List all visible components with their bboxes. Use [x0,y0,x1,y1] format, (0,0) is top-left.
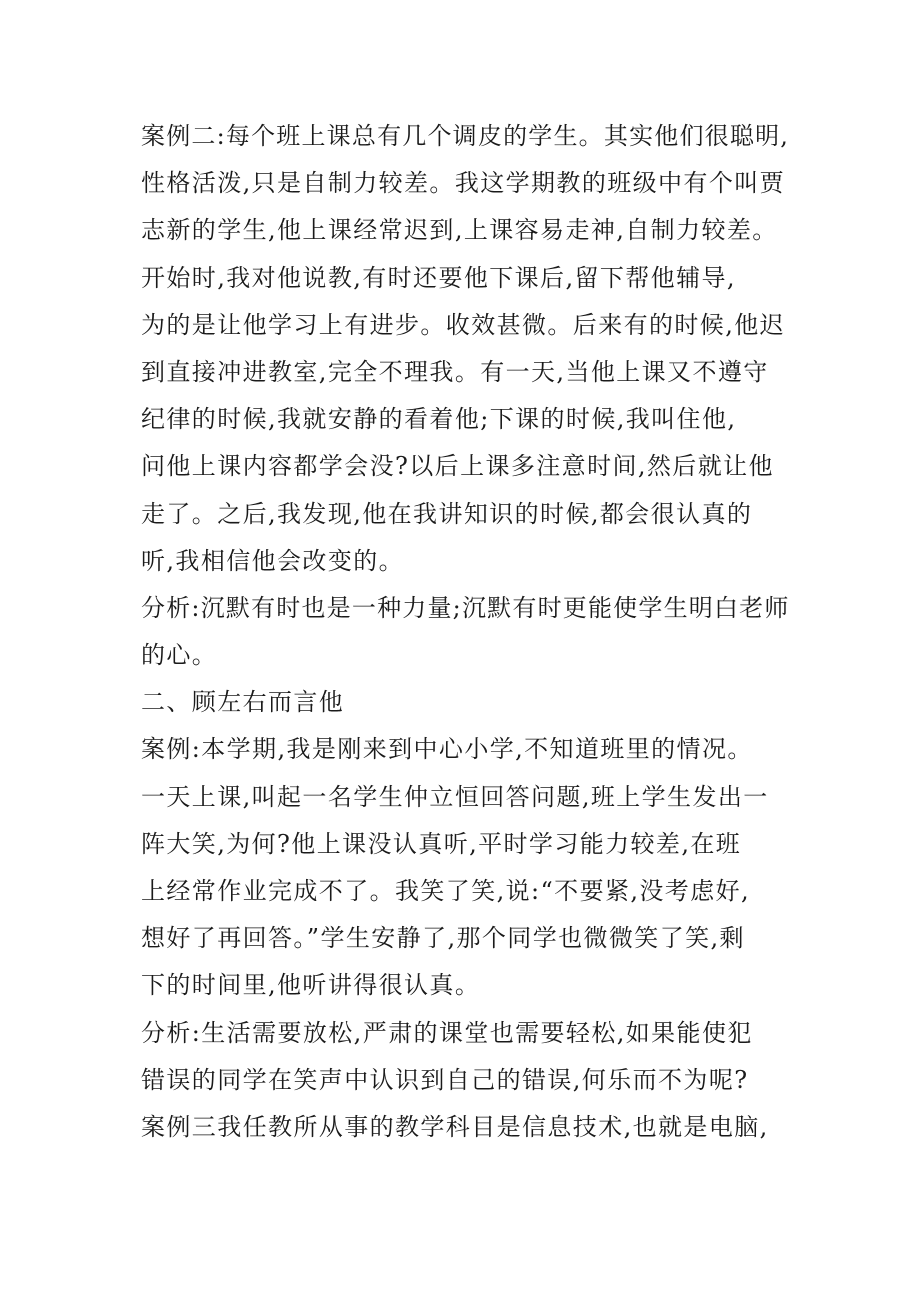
case-two-line-10: 听,我相信他会改变的。 [141,546,405,575]
case-line-1: 案例:本学期,我是刚来到中心小学,不知道班里的情况。 [141,735,753,764]
case-two-line-7: 纪律的时候,我就安静的看着他;下课的时候,我叫住他, [141,405,737,434]
case-two-line-3: 志新的学生,他上课经常迟到,上课容易走神,自制力较差。 [141,216,778,245]
case-two-line-1: 案例二:每个班上课总有几个调皮的学生。其实他们很聪明, [141,122,790,150]
case-line-2: 一天上课,叫起一名学生仲立恒回答问题,班上学生发出一 [141,782,769,811]
case-line-3: 阵大笑,为何?他上课没认真听,平时学习能力较差,在班 [141,829,742,858]
case-two-line-2: 性格活泼,只是自制力较差。我这学期教的班级中有个叫贾 [141,169,786,198]
analysis-one-line-1: 分析:沉默有时也是一种力量;沉默有时更能使学生明白老师 [141,593,790,622]
case-two-line-9: 走了。之后,我发现,他在我讲知识的时候,都会很认真的 [141,499,753,528]
analysis-one-line-2: 的心。 [141,641,218,670]
section-heading: 二、顾左右而言他 [141,688,345,717]
case-line-5: 想好了再回答。”学生安静了,那个同学也微微笑了笑,剩 [141,924,745,953]
case-two-line-6: 到直接冲进教室,完全不理我。有一天,当他上课又不遵守 [141,357,769,386]
case-three-line-1: 案例三我任教所从事的教学科目是信息技术,也就是电脑, [141,1112,769,1141]
case-two-line-8: 问他上课内容都学会没?以后上课多注意时间,然后就让他 [141,452,774,481]
case-line-4: 上经常作业完成不了。我笑了笑,说:“不要紧,没考虑好, [141,877,751,905]
case-line-6: 下的时间里,他听讲得很认真。 [141,971,481,1000]
case-two-line-5: 为的是让他学习上有进步。收效甚微。后来有的时候,他迟 [141,310,786,339]
analysis-two-line-2: 错误的同学在笑声中认识到自己的错误,何乐而不为呢? [141,1065,749,1094]
analysis-two-line-1: 分析:生活需要放松,严肃的课堂也需要轻松,如果能使犯 [141,1018,753,1047]
case-two-line-4: 开始时,我对他说教,有时还要他下课后,留下帮他辅导, [141,263,736,292]
document-body [141,113,791,1151]
